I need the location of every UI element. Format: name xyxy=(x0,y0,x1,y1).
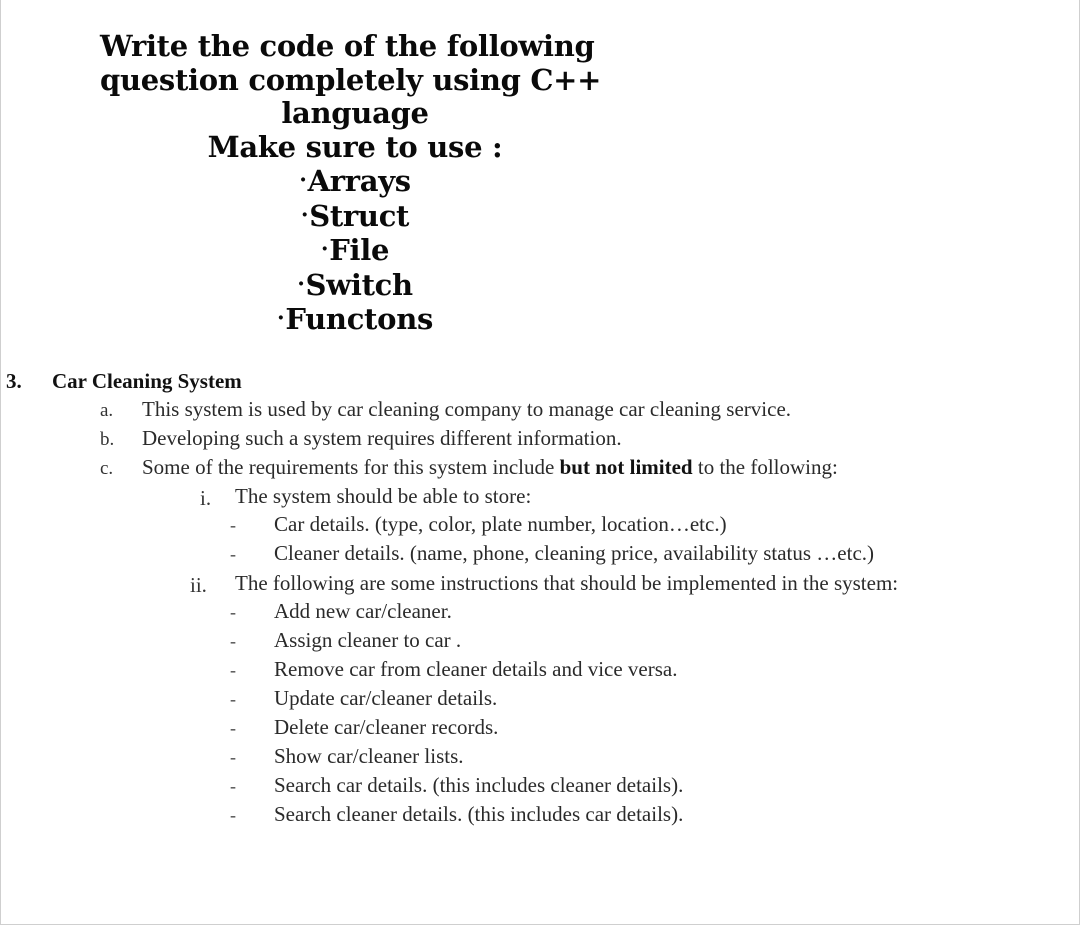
instruction-point-4: Update car/cleaner details. xyxy=(274,686,498,710)
instructions-header xyxy=(100,30,610,337)
dash-marker: - xyxy=(230,544,236,564)
dash-marker: - xyxy=(230,660,236,680)
instruction-point-7: Search car details. (this includes cleaner details). xyxy=(274,773,684,797)
item-text-a: This system is used by car cleaning company to manage car cleaning service. xyxy=(142,397,792,421)
header-line-4: Make sure to use : xyxy=(207,129,503,164)
section-number: 3. xyxy=(6,369,22,393)
bullet-label: File xyxy=(329,233,390,267)
header-bullet-functons xyxy=(100,302,610,337)
bullet-dot: · xyxy=(300,201,309,228)
bullet-dot: · xyxy=(276,305,285,331)
dash-marker: - xyxy=(230,718,236,738)
subsection-text-i: The system should be able to store: xyxy=(235,484,532,508)
header-bullet-arrays xyxy=(100,164,610,199)
bullet-dot: · xyxy=(299,167,307,193)
dash-marker: - xyxy=(230,631,236,651)
subsection-text-ii: The following are some instructions that should be implemented in the system: xyxy=(235,571,899,595)
subsection-marker-ii: ii. xyxy=(190,573,207,597)
bullet-label: Switch xyxy=(305,267,413,302)
instruction-point-6: Show car/cleaner lists. xyxy=(274,744,464,768)
header-line-3: language xyxy=(281,96,429,130)
instruction-point-8: Search cleaner details. (this includes car details). xyxy=(274,802,684,826)
section-title: Car Cleaning System xyxy=(52,369,242,393)
item-marker-a: a. xyxy=(100,400,114,421)
item-text-c-before: Some of the requirements for this system include xyxy=(142,455,560,479)
header-bullet-struct xyxy=(100,199,610,234)
item-text-c-after: to the following: xyxy=(692,455,838,479)
instruction-point-2: Assign cleaner to car . xyxy=(274,628,462,652)
subsection-marker-i: i. xyxy=(200,486,212,510)
bullet-dot: · xyxy=(297,270,305,297)
dash-marker: - xyxy=(230,747,236,767)
header-line-2: question completely using C++ xyxy=(100,62,602,97)
dash-marker: - xyxy=(230,602,236,622)
item-text-c xyxy=(142,455,838,480)
store-point-2: Cleaner details. (name, phone, cleaning price, availability status …etc.) xyxy=(274,541,875,565)
bullet-dot: · xyxy=(320,236,329,262)
item-text-b: Developing such a system requires different information. xyxy=(142,426,622,450)
item-marker-b: b. xyxy=(100,429,115,450)
header-bullet-switch xyxy=(100,268,610,303)
bullet-label: Struct xyxy=(309,198,410,233)
item-marker-c: c. xyxy=(100,458,114,479)
header-bullet-file xyxy=(100,233,610,268)
store-point-1: Car details. (type, color, plate number, location…etc.) xyxy=(274,512,727,536)
header-line-1: Write the code of the following xyxy=(100,29,595,63)
bullet-label: Arrays xyxy=(307,164,411,198)
instruction-point-5: Delete car/cleaner records. xyxy=(274,715,499,739)
dash-marker: - xyxy=(230,776,236,796)
instruction-point-1: Add new car/cleaner. xyxy=(274,599,452,623)
dash-marker: - xyxy=(230,805,236,825)
bullet-label: Functons xyxy=(285,302,433,336)
item-text-c-bold: but not limited xyxy=(559,455,693,479)
instruction-point-3: Remove car from cleaner details and vice versa. xyxy=(274,657,678,681)
dash-marker: - xyxy=(230,515,236,535)
dash-marker: - xyxy=(230,689,236,709)
